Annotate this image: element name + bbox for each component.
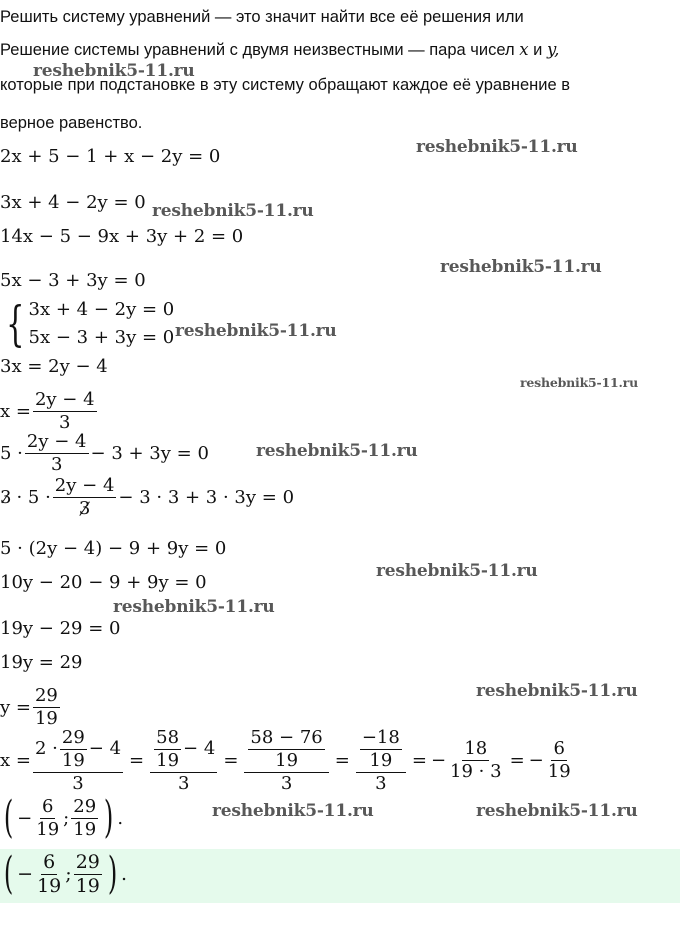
negative-sign: − [528, 750, 544, 772]
minus-four: − 4 [183, 738, 216, 760]
fraction-numerator: 29 [61, 727, 85, 748]
answer-pair [0, 848, 128, 900]
equation-6 [0, 390, 99, 433]
intro-line-3: которые при подстановке в эту систему обращают каждое её уравнение в [0, 76, 570, 94]
equals-sign: = [509, 750, 525, 772]
watermark: reshebnik5-11.ru [416, 137, 578, 157]
fraction [448, 739, 504, 782]
fraction-numerator: 6 [41, 795, 54, 817]
watermark: reshebnik5-11.ru [152, 201, 314, 221]
fraction-denominator: 19 [369, 749, 393, 771]
compound-fraction [356, 728, 406, 793]
fraction [154, 728, 181, 771]
fraction-denominator: 19 [156, 749, 180, 771]
watermark: reshebnik5-11.ru [476, 681, 638, 701]
fraction [53, 476, 117, 519]
equation-8 [0, 476, 294, 519]
struck-denominator: 3 [78, 497, 91, 519]
compound-denominator: 3 [72, 772, 84, 794]
equals-sign: = [334, 750, 350, 772]
fraction-numerator: 2y − 4 [34, 389, 95, 410]
compound-numerator [150, 728, 217, 773]
fraction-numerator: 58 [156, 727, 180, 748]
fraction-denominator: 3 [50, 453, 63, 475]
intro-line-2-text: Решение системы уравнений с двумя неизвестными — пара чисел [0, 41, 515, 59]
watermark: reshebnik5-11.ru [476, 801, 638, 821]
fraction [74, 852, 102, 897]
fraction-numerator: 29 [34, 685, 58, 706]
negative-sign: − [17, 863, 34, 886]
fraction-denominator: 19 [61, 749, 85, 771]
fraction-numerator: −18 [361, 727, 400, 748]
equals-sign: = [223, 750, 239, 772]
eq7-post: − 3 + 3y = 0 [90, 442, 209, 464]
system-equation-1: 3x + 4 − 2y = 0 [28, 299, 175, 320]
var-y: y, [546, 40, 560, 59]
fraction-denominator: 19 [73, 818, 97, 840]
compound-fraction [150, 728, 217, 793]
equals-sign: = [129, 750, 145, 772]
equation-13 [0, 686, 62, 729]
equation-7 [0, 432, 209, 475]
fraction [33, 686, 60, 729]
system-brace: { [6, 296, 25, 352]
watermark: reshebnik5-11.ru [113, 597, 275, 617]
equation-4: 5x − 3 + 3y = 0 [0, 270, 146, 291]
fraction-denominator: 19 [36, 818, 60, 840]
fraction-numerator: 29 [73, 795, 97, 817]
intro-line-2 [0, 40, 559, 60]
equation-3: 14x − 5 − 9x + 3y + 2 = 0 [0, 226, 244, 247]
left-paren: ( [3, 792, 14, 843]
fraction-denominator: 19 [34, 707, 58, 729]
fraction [35, 852, 63, 897]
num-pre: 2 · [34, 738, 58, 760]
fraction-numerator: 18 [464, 738, 488, 760]
fraction [360, 728, 402, 771]
equation-x-chain [0, 728, 575, 793]
compound-numerator [356, 728, 406, 773]
chain-lhs: x = [0, 750, 31, 772]
eq7-pre: 5 · [0, 442, 23, 464]
eq8-pre: · 5 · [16, 486, 51, 508]
compound-denominator: 3 [178, 772, 190, 794]
watermark: reshebnik5-11.ru [440, 257, 602, 277]
watermark: reshebnik5-11.ru [256, 441, 418, 461]
fraction [25, 432, 89, 475]
fraction [546, 739, 573, 782]
num-post: − 4 [88, 738, 122, 760]
compound-fraction [244, 728, 328, 793]
compound-numerator [244, 728, 328, 773]
eq6-lhs: x = [0, 400, 31, 422]
semicolon: ; [65, 863, 72, 886]
fraction-denominator: 19 · 3 [450, 761, 502, 783]
compound-fraction [33, 728, 123, 793]
var-x: x [519, 40, 529, 59]
struck-three: 3 [0, 486, 12, 508]
fraction-denominator: 19 [37, 874, 62, 897]
watermark: reshebnik5-11.ru [33, 61, 195, 81]
equation-10: 10y − 20 − 9 + 9y = 0 [0, 572, 207, 593]
period: . [117, 807, 124, 829]
watermark: reshebnik5-11.ru [376, 561, 538, 581]
eq8-post: − 3 · 3 + 3 · 3y = 0 [118, 486, 295, 508]
fraction [60, 728, 87, 771]
solution-pair [0, 792, 124, 843]
and-word: и [533, 41, 543, 59]
negative-sign: − [17, 807, 33, 829]
intro-line-1: Решить систему уравнений — это значит найти все её решения или [0, 8, 524, 26]
fraction-denominator: 19 [547, 761, 571, 783]
fraction-denominator: 19 [75, 874, 100, 897]
right-paren: ) [104, 792, 114, 843]
fraction-numerator: 29 [75, 851, 100, 873]
equation-2: 3x + 4 − 2y = 0 [0, 192, 146, 213]
fraction [71, 797, 98, 840]
compound-numerator [33, 728, 123, 773]
semicolon: ; [63, 807, 70, 829]
fraction-denominator: 19 [275, 749, 299, 771]
fraction-numerator: 58 − 76 [250, 727, 323, 748]
equation-12: 19y = 29 [0, 652, 83, 673]
fraction-denominator: 3 [59, 411, 71, 433]
equals-sign: = [411, 750, 427, 772]
fraction-numerator: 6 [43, 851, 56, 873]
left-paren: ( [3, 848, 14, 900]
fraction-numerator: 6 [553, 738, 565, 760]
intro-line-4: верное равенство. [0, 114, 143, 132]
negative-sign: − [430, 750, 447, 772]
watermark: reshebnik5-11.ru [520, 375, 638, 390]
equation-9: 5 · (2y − 4) − 9 + 9y = 0 [0, 538, 227, 559]
equation-11: 19y − 29 = 0 [0, 618, 121, 639]
equation-system [0, 296, 174, 352]
fraction [33, 390, 97, 433]
right-paren: ) [107, 848, 118, 900]
watermark: reshebnik5-11.ru [212, 801, 374, 821]
eq13-lhs: y = [0, 696, 31, 718]
equation-5: 3x = 2y − 4 [0, 356, 108, 377]
equation-1: 2x + 5 − 1 + x − 2y = 0 [0, 146, 221, 167]
watermark: reshebnik5-11.ru [175, 321, 337, 341]
fraction-numerator: 2y − 4 [26, 431, 87, 452]
fraction [248, 728, 324, 771]
fraction-numerator: 2y − 4 [54, 475, 115, 496]
fraction [34, 797, 61, 840]
period: . [121, 863, 128, 886]
compound-denominator: 3 [375, 772, 387, 794]
system-equation-2: 5x − 3 + 3y = 0 [28, 327, 175, 348]
compound-denominator: 3 [280, 772, 293, 794]
